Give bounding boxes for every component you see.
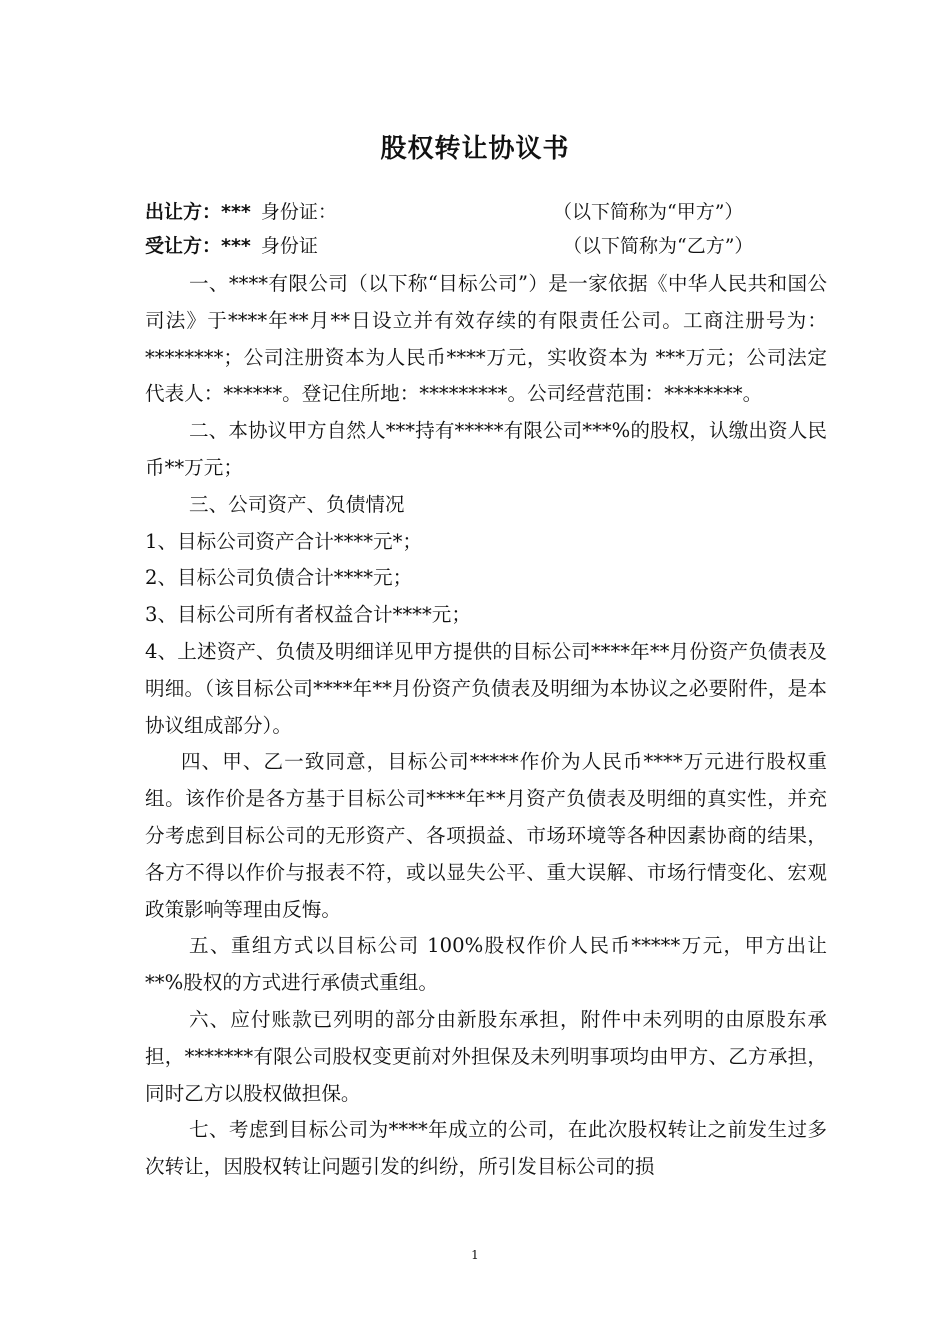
clause-4: 四、甲、乙一致同意，目标公司*****作价为人民币****万元进行股权重组。该作价是各方基于目标公司****年**月资产负债表及明细的真实性，并充分考虑到目标公司的无形资产、各项损益、市场环境等各种因素协商的结果，各方不得以作价与报表不符，或以显失公平、重大误解、市场行情变化、宏观政策影响等理由反悔。 (145, 750, 827, 921)
document-title: 股权转让协议书 (380, 134, 570, 164)
transferor-line (145, 197, 744, 227)
transferee-line (145, 231, 754, 261)
transferor-abbreviation: （以下简称为“甲方”） (553, 201, 744, 223)
clause-2: 二、本协议甲方自然人***持有*****有限公司***%的股权，认缴出资人民币**万元； (145, 419, 827, 479)
clause-1: 一、****有限公司（以下称“目标公司”）是一家依据《中华人民共和国公司法》于****年**月**日设立并有效存续的有限责任公司。工商注册号为：********；公司注册资本为人民币****万元，实收资本为 ***万元；公司法定代表人：******。登记住所地：*********。公司经营范围：********。 (145, 272, 827, 406)
transferor-id-label: 身份证： (260, 201, 337, 223)
clause-3-item-4: 4、上述资产、负债及明细详见甲方提供的目标公司****年**月份资产负债表及明细。（该目标公司****年**月份资产负债表及明细为本协议之必要附件，是本协议组成部分）。 (145, 639, 827, 737)
page-number: 1 (471, 1248, 479, 1262)
transferee-abbreviation: （以下简称为“乙方”） (563, 235, 754, 257)
clause-7: 七、考虑到目标公司为****年成立的公司，在此次股权转让之前发生过多次转让，因股权转让问题引发的纠纷，所引发目标公司的损 (145, 1118, 827, 1179)
transferee-role-label: 受让方： (145, 235, 222, 257)
clause-3-item-1: 1、目标公司资产合计****元*； (145, 529, 422, 553)
clause-5: 五、重组方式以目标公司 100%股权作价人民币*****万元，甲方出让**%股权的方式进行承债式重组。 (145, 934, 827, 995)
clause-3-item-3: 3、目标公司所有者权益合计****元； (145, 603, 471, 627)
transferor-role-label: 出让方： (145, 201, 222, 223)
transferee-name: *** (221, 235, 251, 257)
clause-3-item-2: 2、目标公司负债合计****元； (145, 566, 413, 590)
clause-3: 三、公司资产、负债情况 (189, 492, 405, 516)
transferee-id-label: 身份证 (260, 235, 318, 257)
agreement-body (145, 266, 827, 1186)
transferor-name: *** (221, 201, 251, 223)
clause-6: 六、应付账款已列明的部分由新股东承担，附件中未列明的由原股东承担，*******有限公司股权变更前对外担保及未列明事项均由甲方、乙方承担，同时乙方以股权做担保。 (145, 1007, 827, 1105)
